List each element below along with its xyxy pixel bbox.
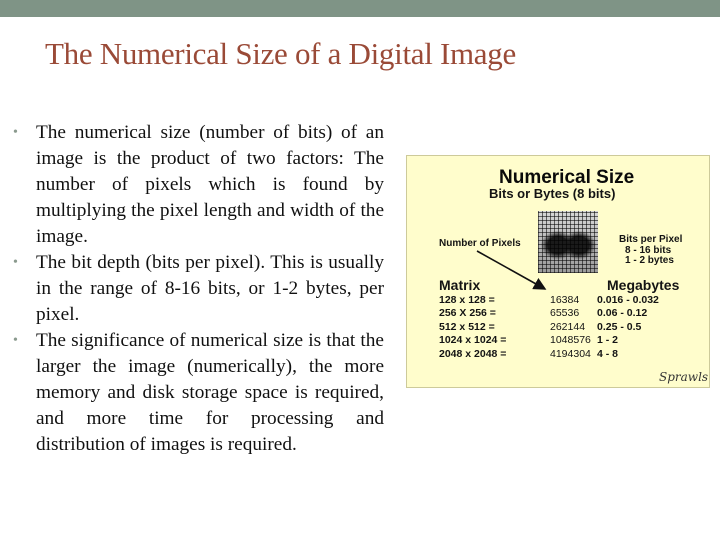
bits-cell: 65536 [550, 307, 580, 320]
number-of-pixels-label: Number of Pixels [439, 238, 521, 249]
matrix-cell: 128 x 128 = [439, 294, 495, 306]
bytes-range: 1 - 2 bytes [625, 255, 674, 266]
bullet-list [22, 120, 384, 458]
megabytes-cell: 0.25 - 0.5 [597, 320, 642, 333]
bits-cell: 4194304 [550, 347, 591, 360]
megabytes-cell: 0.016 - 0.032 [597, 294, 659, 306]
bullet-item: • The bit depth (bits per pixel). This is usually in the range of 8-16 bits, or 1-2 bytes, per pixel. [22, 250, 384, 328]
bits-per-pixel-title: Bits per Pixel [619, 234, 683, 245]
table-row [435, 307, 705, 320]
megabytes-cell: 0.06 - 0.12 [597, 307, 648, 320]
matrix-cell: 1024 x 1024 = [439, 334, 507, 347]
matrix-cell: 512 x 512 = [439, 320, 495, 333]
bits-range: 8 - 16 bits [625, 244, 672, 256]
top-accent-bar [0, 0, 720, 17]
table-row [435, 294, 705, 307]
size-table [435, 294, 705, 361]
figure-subtitle: Bits or Bytes (8 bits) [489, 186, 616, 201]
table-row [435, 348, 705, 361]
figure-title: Numerical Size [499, 167, 635, 188]
bits-cell: 16384 [550, 294, 580, 306]
table-row [435, 321, 705, 334]
matrix-cell: 256 X 256 = [439, 307, 496, 320]
slide-title: The Numerical Size of a Digital Image [45, 36, 516, 71]
megabytes-cell: 1 - 2 [597, 334, 619, 347]
numerical-size-figure [406, 155, 710, 388]
bits-cell: 262144 [550, 320, 586, 333]
megabytes-header: Megabytes [607, 277, 680, 293]
bullet-item: • The numerical size (number of bits) of an image is the product of two factors: The number of pixels which is found by multiplying the pixel length and width of the image. [22, 120, 384, 250]
author-signature: Sprawls [659, 370, 709, 384]
matrix-header: Matrix [439, 277, 481, 293]
megabytes-cell: 4 - 8 [597, 347, 619, 360]
table-row [435, 334, 705, 347]
bullet-item: • The significance of numerical size is that the larger the image (numerically), the more memory and disk storage space is required, and more time for processing and distribution of images is required. [22, 328, 384, 458]
matrix-cell: 2048 x 2048 = [439, 347, 507, 360]
bits-cell: 1048576 [550, 334, 591, 347]
